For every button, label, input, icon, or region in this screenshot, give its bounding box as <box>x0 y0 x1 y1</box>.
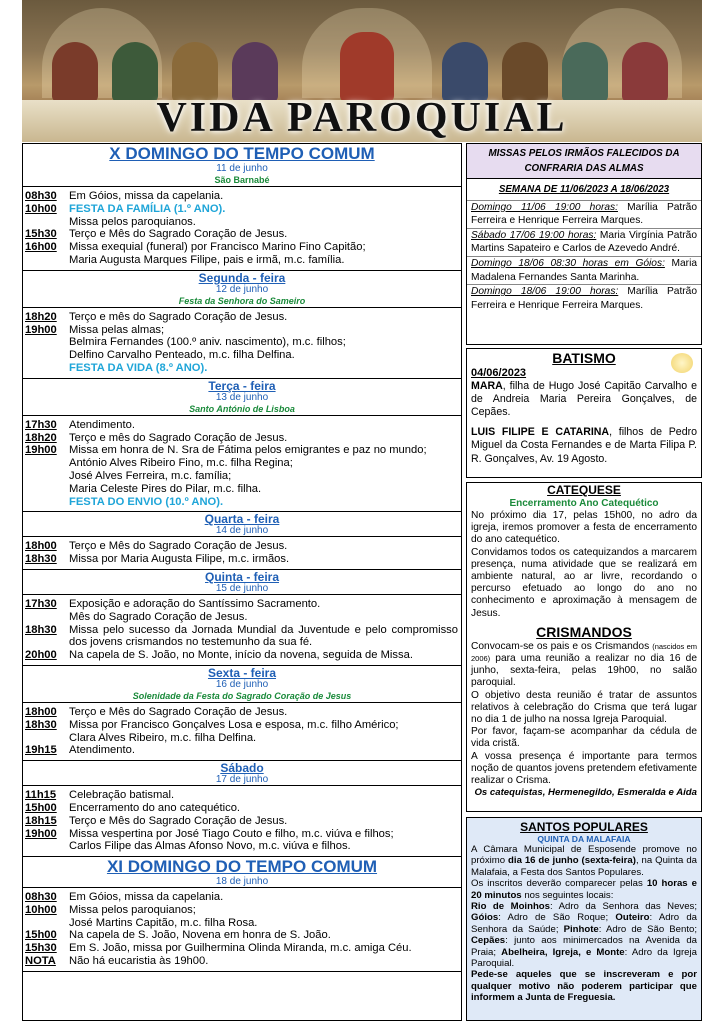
event-time <box>25 496 69 509</box>
event-time: 19h00 <box>25 323 57 336</box>
figure <box>340 32 394 102</box>
event-description: Encerramento do ano catequético. <box>69 801 241 814</box>
day-name: Quarta - feira <box>204 512 280 527</box>
event-row <box>25 611 461 624</box>
batismo-title: BATISMO <box>552 350 616 366</box>
event-time <box>25 349 69 362</box>
event-row <box>25 241 461 254</box>
event-time: 18h00 <box>25 705 57 718</box>
event-time: 15h30 <box>25 942 57 955</box>
event-description: Na capela de S. João, no Monte, início da novena, seguida de Missa. <box>69 649 413 662</box>
event-row <box>25 311 461 324</box>
event-time <box>25 470 69 483</box>
event-time <box>25 611 69 624</box>
figure <box>562 42 608 102</box>
event-time: 18h00 <box>25 540 57 553</box>
event-time: 08h30 <box>25 891 57 904</box>
day-header <box>23 570 461 595</box>
event-row <box>25 840 461 853</box>
catequese-text: Convidamos todos os catequizandos a marcarem presença, numa atividade que se realizará em ambiente natural, ao ar livre, recordando o percurso efetuado ao longo do ano no conhecimento e aproximação à mensagem de Jesus. <box>471 546 697 619</box>
event-row <box>25 828 461 841</box>
event-time <box>25 732 69 745</box>
event-description: Na capela de S. João, Novena em honra de S. João. <box>69 929 331 942</box>
day-date: 11 de junho <box>216 163 268 174</box>
event-time: 17h30 <box>25 418 57 431</box>
day-date: 18 de junho <box>215 876 269 888</box>
day-events <box>23 308 461 379</box>
santos-subtitle: QUINTA DA MALAFAIA <box>537 834 631 844</box>
event-time <box>25 840 69 853</box>
batismo-entry: MARA, filha de Hugo José Capitão Carvalho e de Andreia Maria Pereira Gonçalves, de Cepães. <box>471 379 697 419</box>
event-time: 15h00 <box>25 929 57 942</box>
event-row <box>25 324 461 337</box>
event-row <box>25 624 461 650</box>
event-description: Terço e Mês do Sagrado Coração de Jesus. <box>69 814 288 827</box>
event-description: Em S. João, missa por Guilhermina Olinda Miranda, m.c. amiga Céu. <box>69 942 412 955</box>
day-date: 13 de junho <box>215 391 269 403</box>
event-row <box>25 789 461 802</box>
event-time: 16h00 <box>25 241 57 254</box>
event-time: 15h00 <box>25 801 57 814</box>
event-description: Atendimento. <box>69 418 135 431</box>
figure <box>502 42 548 102</box>
day-events <box>23 416 461 513</box>
event-time: 10h00 <box>25 202 57 215</box>
event-row <box>25 470 461 483</box>
event-description: Missa pelos paroquianos. <box>69 215 196 228</box>
event-description: Missa por Maria Augusta Filipe, m.c. irmãos. <box>69 553 290 566</box>
day-name: Segunda - feira <box>198 270 286 285</box>
missa-entry: Domingo 18/06 19:00 horas: Marília Patrão Ferreira e Henrique Ferreira Marques. <box>467 284 701 312</box>
crismandos-text: Por favor, façam-se acompanhar da cédula de vida cristã. <box>471 726 697 750</box>
event-row <box>25 216 461 229</box>
event-row <box>25 553 461 566</box>
event-description: Missa exequial (funeral) por Francisco Marino Fino Capitão; <box>69 241 366 254</box>
crismandos-title: CRISMANDOS <box>536 623 632 640</box>
day-header <box>23 512 461 537</box>
event-row <box>25 190 461 203</box>
missa-entry: Domingo 11/06 19:00 horas: Marília Patrão Ferreira e Henrique Ferreira Marques. <box>467 200 701 228</box>
missas-week: SEMANA DE 11/06/2023 A 18/06/2023 <box>498 184 670 195</box>
missas-header: MISSAS PELOS IRMÃOS FALECIDOS DA CONFRARIA DAS ALMAS <box>467 144 701 179</box>
event-row <box>25 802 461 815</box>
event-time: 17h30 <box>25 597 57 610</box>
day-header <box>23 271 461 308</box>
event-row <box>25 432 461 445</box>
event-time: 19h15 <box>25 744 57 757</box>
event-description: Missa vespertina por José Tiago Couto e filho, m.c. viúva e filhos; <box>69 827 394 840</box>
event-description: Terço e mês do Sagrado Coração de Jesus. <box>69 431 288 444</box>
event-row <box>25 496 461 509</box>
event-description: FESTA DA VIDA (8.º ANO). <box>69 361 208 374</box>
event-description: Terço e mês do Sagrado Coração de Jesus. <box>69 310 288 323</box>
event-time <box>25 917 69 930</box>
event-row <box>25 706 461 719</box>
day-events <box>23 187 461 271</box>
event-row <box>25 891 461 904</box>
event-description: Missa pelos paroquianos; <box>69 903 196 916</box>
event-description: Atendimento. <box>69 744 135 757</box>
event-row <box>25 349 461 362</box>
day-date: 15 de junho <box>215 582 269 594</box>
figure <box>442 42 488 102</box>
event-row <box>25 598 461 611</box>
day-feast: São Barnabé <box>214 175 270 185</box>
event-description: Em Góios, missa da capelania. <box>69 190 224 202</box>
event-row <box>25 444 461 457</box>
figure <box>232 42 278 102</box>
event-row <box>25 362 461 375</box>
catequese-title: CATEQUESE <box>547 483 621 497</box>
catequistas-signature: Os catequistas, Hermenegildo, Esmeralda e Aida <box>474 787 697 799</box>
event-description: Clara Alves Ribeiro, m.c. filha Delfina. <box>69 731 257 744</box>
event-description: Exposição e adoração do Santíssimo Sacramento. <box>69 597 321 610</box>
event-time <box>25 457 69 470</box>
catequese-subtitle: Encerramento Ano Catequético <box>509 498 659 509</box>
day-events <box>23 537 461 570</box>
event-row <box>25 904 461 917</box>
day-name: Terça - feira <box>208 378 276 393</box>
event-row <box>25 228 461 241</box>
day-name: Sexta - feira <box>207 665 277 680</box>
event-time: 15h30 <box>25 228 57 241</box>
event-row <box>25 942 461 955</box>
santos-note: Pede-se aqueles que se inscreveram e por qualquer motivo não poderem participar que informem a Junta de Freguesia. <box>471 969 697 1004</box>
event-row <box>25 203 461 216</box>
event-time: 20h00 <box>25 649 57 662</box>
event-time <box>25 336 69 349</box>
event-description: Delfino Carvalho Penteado, m.c. filha Delfina. <box>69 349 295 362</box>
figure <box>622 42 668 102</box>
day-header <box>23 666 461 703</box>
day-date: 17 de junho <box>215 774 269 786</box>
event-row <box>25 457 461 470</box>
crismandos-text: Convocam-se os pais e os Crismandos (nascidos em 2006) para uma reunião a realizar no dia 16 de junho, sexta-feira, pelas 19h00, no salão paroquial. <box>471 640 697 689</box>
event-time: 08h30 <box>25 190 57 202</box>
event-time: 18h15 <box>25 814 57 827</box>
day-events <box>23 703 461 761</box>
event-description: José Martins Capitão, m.c. filha Rosa. <box>69 916 258 929</box>
event-description: Terço e Mês do Sagrado Coração de Jesus. <box>69 705 288 718</box>
event-description: António Alves Ribeiro Fino, m.c. filha Regina; <box>69 457 293 470</box>
figure <box>112 42 158 102</box>
event-row <box>25 815 461 828</box>
event-row <box>25 419 461 432</box>
santos-populares-box <box>466 817 702 1021</box>
event-time: 11h15 <box>25 789 57 802</box>
day-name: XI DOMINGO DO TEMPO COMUM <box>106 857 378 877</box>
event-description: Terço e Mês do Sagrado Coração de Jesus. <box>69 228 288 241</box>
batismo-box <box>466 348 702 478</box>
dove-icon <box>671 353 693 373</box>
event-row <box>25 917 461 930</box>
event-row <box>25 649 461 662</box>
event-description: Carlos Filipe das Almas Afonso Novo, m.c. viúva e filhos. <box>69 840 351 853</box>
event-row <box>25 929 461 942</box>
missa-entry: Sábado 17/06 19:00 horas: Maria Virgínia Patrão Martins Sapateiro e Carlos de Azevedo André. <box>467 228 701 256</box>
event-row <box>25 955 461 968</box>
day-events <box>23 786 461 857</box>
event-time: 19h00 <box>25 827 57 840</box>
event-row <box>25 254 461 267</box>
event-description: Em Góios, missa da capelania. <box>69 891 224 904</box>
crismandos-text: O objetivo desta reunião é tratar de assuntos relativos à celebração do Crisma que terá lugar no dia 1 de julho na nossa Igreja Paroquial. <box>471 689 697 726</box>
event-description: Terço e Mês do Sagrado Coração de Jesus. <box>69 540 288 553</box>
santos-locais: Rio de Moinhos: Adro da Senhora das Neves; Góios: Adro de São Roque; Outeiro: Adro da Senhora da Saúde; Pinhote: Adro de São Bento; Cepães: junto aos minimercados na Avenida da Praia; Abelheira, Igreja, e Monte: Adro da Igreja Paroquial. <box>471 901 698 970</box>
santos-text: Os inscritos deverão comparecer pelas 10 horas e 20 minutos nos seguintes locais: <box>471 878 698 901</box>
event-description: José Alves Ferreira, m.c. família; <box>69 469 232 482</box>
catequese-text: No próximo dia 17, pelas 15h00, no adro da igreja, iremos promover a festa de encerramento do ano catequético. <box>471 510 697 546</box>
catequese-box <box>466 482 702 812</box>
weekly-schedule <box>22 143 462 1021</box>
day-date: 16 de junho <box>215 678 269 690</box>
event-time: 10h00 <box>25 903 57 916</box>
day-header <box>23 144 461 187</box>
event-row <box>25 719 461 732</box>
day-events <box>23 595 461 666</box>
event-description: Belmira Fernandes (100.º aniv. nascimento), m.c. filhos; <box>69 336 346 349</box>
event-time: 18h20 <box>25 431 57 444</box>
day-feast: Santo António de Lisboa <box>189 403 295 414</box>
event-row <box>25 732 461 745</box>
missas-confraria-box <box>466 143 702 345</box>
event-time <box>25 216 69 229</box>
figure <box>172 42 218 102</box>
day-name: Quinta - feira <box>204 569 279 584</box>
day-header <box>23 761 461 786</box>
event-description: Missa pelas almas; <box>69 323 165 336</box>
event-time: 18h30 <box>25 623 57 636</box>
event-row <box>25 540 461 553</box>
event-time <box>25 483 69 496</box>
event-row <box>25 483 461 496</box>
day-name: Sábado <box>220 761 264 776</box>
event-description: Mês do Sagrado Coração de Jesus. <box>69 610 248 623</box>
event-time: 18h30 <box>25 718 57 731</box>
figure <box>52 42 98 102</box>
event-row <box>25 336 461 349</box>
event-description: FESTA DA FAMÍLIA (1.º ANO). <box>69 202 226 215</box>
event-description: Maria Augusta Marques Filipe, pais e irmã, m.c. família. <box>69 253 345 266</box>
event-description: Missa pelo sucesso da Jornada Mundial da Juventude e pelo compromisso dos jovens crismandos no testemunho da sua fé. <box>69 623 458 649</box>
day-feast: Solenidade da Festa do Sagrado Coração de Jesus <box>132 690 352 701</box>
event-time: 19h00 <box>25 444 57 457</box>
event-description: Celebração batismal. <box>69 789 175 802</box>
event-description: Não há eucaristia às 19h00. <box>69 955 209 968</box>
day-header <box>23 379 461 416</box>
batismo-entry: LUIS FILIPE E CATARINA, filhos de Pedro Miguel da Costa Fernandes e de Marta Filipa P. R. Gonçalves, Av. 19 Agosto. <box>471 425 698 465</box>
event-time: 18h30 <box>25 553 57 566</box>
santos-title: SANTOS POPULARES <box>520 820 648 834</box>
crismandos-text: A vossa presença é importante para termos noção de quantos jovens pretendem efetivamente realizar o Crisma. <box>471 750 697 787</box>
event-time <box>25 362 69 375</box>
day-feast: Festa da Senhora do Sameiro <box>178 295 306 306</box>
batismo-date: 04/06/2023 <box>471 367 527 379</box>
event-time <box>25 254 69 267</box>
event-time: NOTA <box>25 955 56 968</box>
santos-text: A Câmara Municipal de Esposende promove no próximo dia 16 de junho (sexta-feira), na Quinta da Malafaia, a Festa dos Santos Populares. <box>471 844 697 878</box>
event-description: Maria Celeste Pires do Pilar, m.c. filha. <box>69 482 262 495</box>
day-events <box>23 888 461 972</box>
page-title: VIDA PAROQUIAL <box>156 95 568 141</box>
event-row <box>25 744 461 757</box>
day-name: X DOMINGO DO TEMPO COMUM <box>109 144 375 163</box>
day-header <box>23 857 461 888</box>
day-date: 12 de junho <box>215 283 269 295</box>
event-time: 18h20 <box>25 310 57 323</box>
header-banner-image <box>22 0 702 142</box>
event-description: Missa por Francisco Gonçalves Losa e esposa, m.c. filho Américo; <box>69 718 399 731</box>
event-description: FESTA DO ENVIO (10.º ANO). <box>69 495 224 508</box>
event-description: Missa em honra de N. Sra de Fátima pelos emigrantes e paz no mundo; <box>69 444 427 457</box>
missa-entry: Domingo 18/06 08:30 horas em Góios: Maria Madalena Fernandes Santa Marinha. <box>467 256 701 284</box>
day-date: 14 de junho <box>215 525 269 537</box>
